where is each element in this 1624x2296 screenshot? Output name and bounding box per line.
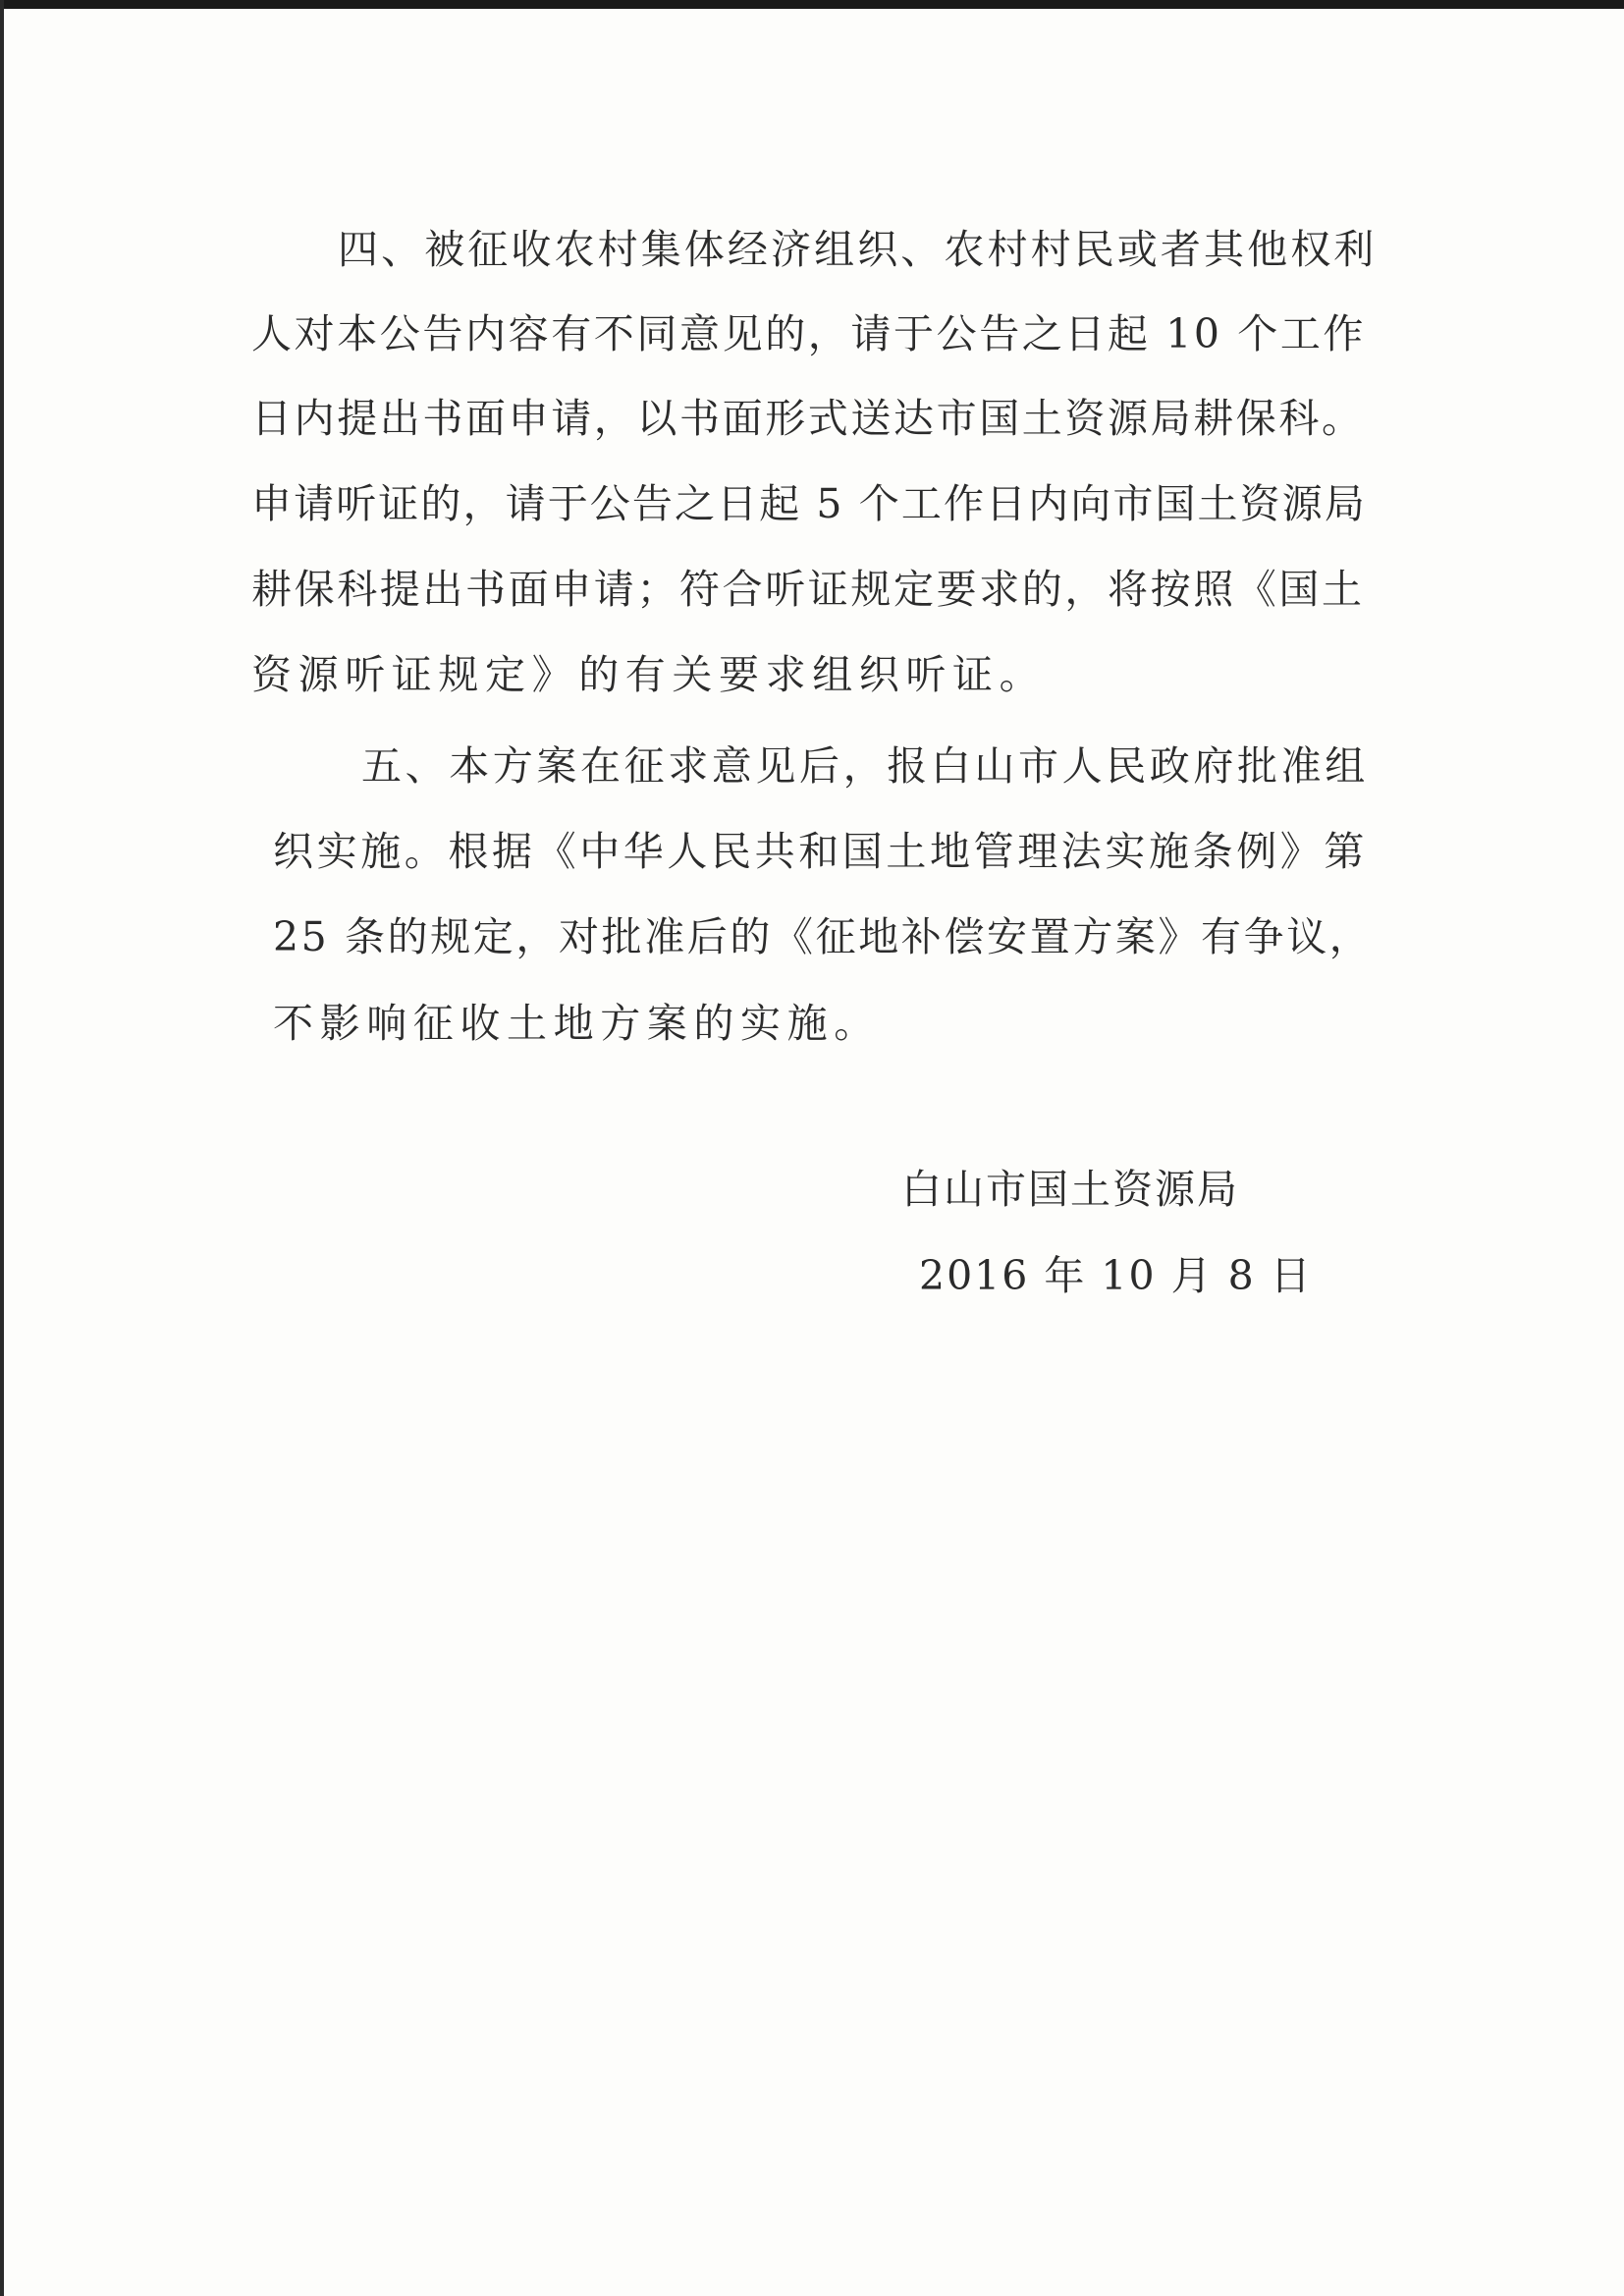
scan-edge-left xyxy=(0,0,4,2296)
issuer-name: 白山市国土资源局 xyxy=(901,1166,1239,1213)
paragraph-four-line-5: 耕保科提出书面申请；符合听证规定要求的，将按照《国土 xyxy=(251,566,1365,613)
issue-date: 2016 年 10 月 8 日 xyxy=(919,1252,1313,1299)
paragraph-five-line-4: 不影响征收土地方案的实施。 xyxy=(273,1000,881,1047)
paragraph-five-line-1: 五、本方案在征求意见后，报白山市人民政府批准组 xyxy=(361,742,1369,790)
scan-edge-top xyxy=(0,0,1624,9)
paragraph-four-line-2: 人对本公告内容有不同意见的，请于公告之日起 10 个工作 xyxy=(251,310,1367,357)
paragraph-four-line-3: 日内提出书面申请，以书面形式送达市国土资源局耕保科。 xyxy=(251,395,1365,442)
paragraph-four-line-6: 资源听证规定》的有关要求组织听证。 xyxy=(251,651,1047,698)
paragraph-four-line-4: 申请听证的，请于公告之日起 5 个工作日内向市国土资源局 xyxy=(251,480,1367,527)
paragraph-five-line-2: 织实施。根据《中华人民共和国土地管理法实施条例》第 xyxy=(273,828,1368,875)
paragraph-four-line-1: 四、被征收农村集体经济组织、农村村民或者其他权利 xyxy=(338,226,1378,273)
paragraph-five-line-3: 25 条的规定，对批准后的《征地补偿安置方案》有争议， xyxy=(273,913,1373,960)
